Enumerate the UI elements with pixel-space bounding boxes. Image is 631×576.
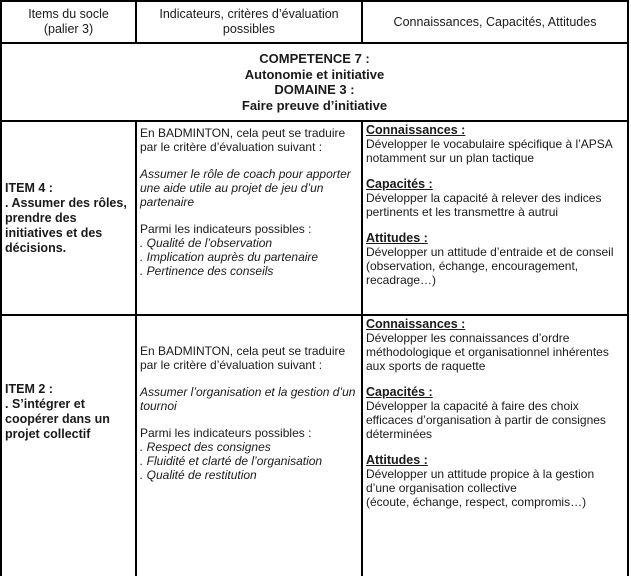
intro-text: En BADMINTON, cela peut se traduire par le critère d’évaluation suivant :	[140, 126, 346, 154]
attitudes-text: Développer un attitude d’entraide et de conseil (observation, échange, encouragement, recadrage…)	[366, 245, 614, 287]
domaine-title: DOMAINE 3 :	[274, 82, 355, 97]
competence-row	[2, 44, 627, 122]
criterion-text: Assumer le rôle de coach pour apporter une aide utile au projet de jeu d’un partenaire	[140, 167, 351, 209]
indicators-label: Parmi les indicateurs possibles :	[140, 222, 312, 236]
indicator-item: . Implication auprès du partenaire	[140, 250, 319, 264]
item-cell	[2, 122, 137, 314]
indicator-item: . Qualité de restitution	[140, 468, 257, 482]
competence-title: COMPETENCE 7 :	[259, 51, 370, 66]
capacites-label: Capacités :	[366, 177, 433, 191]
attitudes-label: Attitudes :	[366, 231, 428, 245]
indicator-item: . Pertinence des conseils	[140, 264, 274, 278]
connaissances-text: Développer les connaissances d’ordre méthodologique et organisationnel inhérentes aux sports de raquette	[366, 331, 609, 373]
header-connaissances: Connaissances, Capacités, Attitudes	[393, 14, 597, 29]
item-title: ITEM 4 :	[5, 180, 53, 195]
intro-text: En BADMINTON, cela peut se traduire par le critère d’évaluation suivant :	[140, 344, 346, 372]
domaine-subtitle: Faire preuve d’initiative	[241, 97, 388, 113]
table-header-row	[2, 2, 627, 44]
indicator-item: . Qualité de l’observation	[140, 236, 273, 250]
indicators-cell	[137, 122, 363, 314]
header-col2-line1: Indicateurs, critères d’évaluation	[159, 7, 339, 21]
attitudes-text: Développer un attitude propice à la gestion d’une organisation collective	[366, 467, 595, 495]
capacites-text: Développer la capacité à faire des choix efficaces d’organisation à partir de consignes déterminées	[366, 399, 606, 441]
attitudes-label: Attitudes :	[366, 453, 428, 467]
indicators-label: Parmi les indicateurs possibles :	[140, 426, 312, 440]
item-title: ITEM 2 :	[5, 382, 53, 396]
header-items-du-socle	[2, 2, 137, 42]
indicator-item: . Respect des consignes	[140, 440, 271, 454]
criterion-text: Assumer l’organisation et la gestion d’un tournoi	[140, 385, 356, 413]
item-cell	[2, 316, 137, 576]
header-col2-line2: possibles	[222, 22, 276, 36]
connaissances-text: Développer le vocabulaire spécifique à l’APSA notamment sur un plan tactique	[366, 137, 613, 165]
capacites-label: Capacités :	[366, 385, 433, 399]
competence-banner	[2, 44, 627, 120]
item-text: . S’intégrer et coopérer dans un projet collectif	[5, 397, 110, 441]
connaissances-label: Connaissances :	[366, 123, 466, 137]
indicators-cell	[137, 316, 363, 576]
indicator-item: . Fluidité et clarté de l’organisation	[140, 454, 323, 468]
header-col1-line1: Items du socle	[28, 7, 109, 21]
header-col1-line2: (palier 3)	[43, 22, 94, 36]
header-indicateurs	[137, 2, 363, 42]
attitudes-extra-text: (écoute, échange, respect, compromis…)	[366, 495, 587, 509]
capacites-text: Développer la capacité à relever des indices pertinents et les transmettre à autrui	[366, 191, 602, 219]
connaissances-label: Connaissances :	[366, 317, 466, 331]
table-row	[2, 122, 627, 316]
table-row	[2, 316, 627, 576]
skills-cell	[363, 122, 627, 314]
competence-subtitle: Autonomie et initiative	[244, 66, 385, 82]
item-text: . Assumer des rôles, prendre des initiatives et des décisions.	[5, 195, 127, 255]
skills-cell	[363, 316, 627, 576]
